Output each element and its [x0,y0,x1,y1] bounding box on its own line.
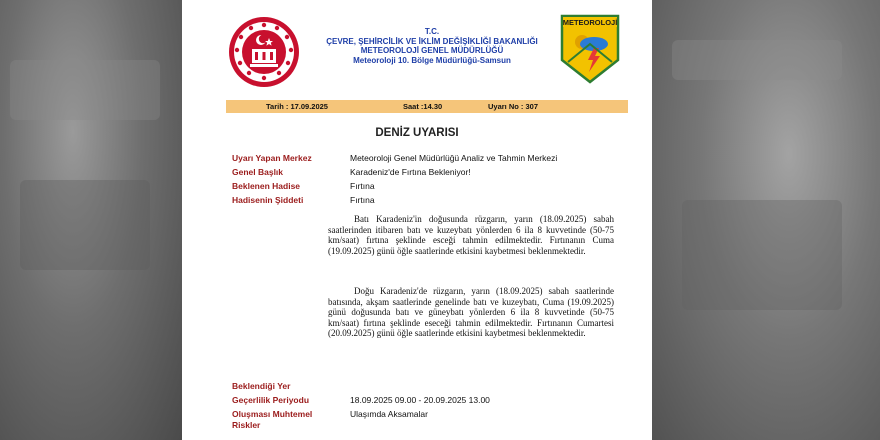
header-ministry: ÇEVRE, ŞEHİRCİLİK VE İKLİM DEĞİŞİKLİĞİ BAKANLIĞI [326,36,538,46]
background-blur [672,40,842,80]
field-label-severity: Hadisenin Şiddeti [232,195,304,205]
background-blur [20,180,150,270]
warning-date: Tarih : 17.09.2025 [266,102,328,111]
field-label-general-title: Genel Başlık [232,167,284,177]
field-label-issuing-center: Uyarı Yapan Merkez [232,153,312,163]
ministry-header [312,27,552,65]
field-value-expected-event: Fırtına [350,181,375,191]
warning-time: Saat :14.30 [403,102,443,111]
ministry-seal-logo [228,16,300,88]
warning-number: Uyarı No : 307 [488,102,539,111]
field-value-general-title: Karadeniz'de Fırtına Bekleniyor! [350,167,471,177]
info-bar [226,100,628,113]
field-label-expected-event: Beklenen Hadise [232,181,301,191]
paragraph-east-black-sea [328,286,614,339]
header-regional-office: Meteoroloji 10. Bölge Müdürlüğü-Samsun [353,55,511,65]
paragraph-west-black-sea [328,214,614,256]
background-left [0,0,182,440]
background-right [652,0,880,440]
warning-document [182,0,652,440]
expected-place-label: Beklendiği Yer [232,381,291,391]
validity-period-label: Geçerlilik Periyodu [232,395,310,405]
field-value-issuing-center: Meteoroloji Genel Müdürlüğü Analiz ve Tahmin Merkezi [350,153,558,163]
validity-period-value: 18.09.2025 09.00 - 20.09.2025 13.00 [350,395,490,405]
background-blur [10,60,160,120]
risks-label-line1: Oluşması Muhtemel [232,409,313,419]
header-tc: T.C. [424,27,440,36]
background-blur [682,200,842,310]
paragraph-text: Doğu Karadeniz'de rüzgarın, yarın (18.09.2025) sabah saatlerinde batısında, akşam saatlerinde genelinde batı ve kuzeybatı, Cuma (19.09.2025) günü doğusunda batı ve güneybatı yönlerden 6 ila 8 kuvvetinde (50-75 km/saat) fırtına şeklinde eseceği tahmin edilmektedir. Fırtınanın Cumartesi (20.09.2025) günü öğle saatlerinde etkisini kaybetmesi beklenmektedir. [328,286,614,339]
field-value-severity: Fırtına [350,195,375,205]
meteorology-logo-text: METEOROLOJİ [562,18,618,27]
document-title: DENİZ UYARISI [375,127,459,139]
header-directorate: METEOROLOJİ GENEL MÜDÜRLÜĞÜ [360,46,504,55]
risks-label-line2: Riskler [232,420,261,430]
risks-value: Ulaşımda Aksamalar [350,409,428,419]
meteorology-logo [560,14,620,84]
paragraph-text: Batı Karadeniz'in doğusunda rüzgarın, yarın (18.09.2025) sabah saatlerinden itibaren batı ve kuzeybatı yönlerden 6 ila 8 kuvvetinde (50-75 km/saat) fırtına şeklinde esceği tahmin edilmektedir. Fırtınanın Cuma (19.09.2025) günü öğle saatlerinde etkisini kaybetmesi beklenmektedir. [328,214,614,256]
